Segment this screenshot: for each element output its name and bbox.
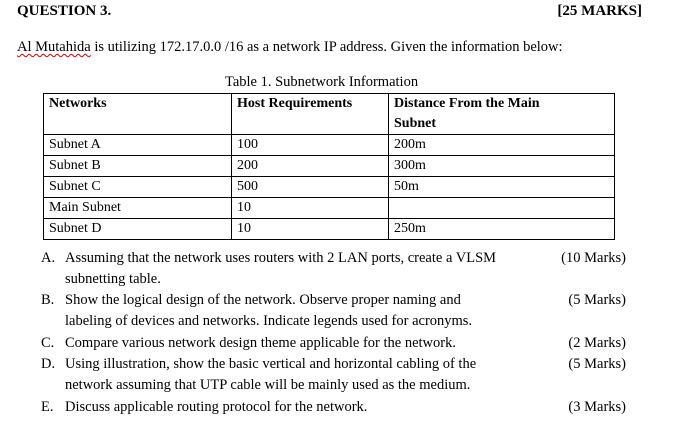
- cell-hosts: 100: [232, 135, 389, 156]
- question-item-d: [41, 354, 626, 396]
- table-caption: Table 1. Subnetwork Information: [225, 74, 419, 90]
- col-distance-line2: Subnet: [389, 114, 615, 135]
- cell-network: Main Subnet: [44, 198, 232, 219]
- item-text: Show the logical design of the network. Observe proper naming and labeling of devices and networks. Indicate legends used for acronyms.: [65, 292, 473, 329]
- cell-hosts: 10: [232, 198, 389, 219]
- question-item-a: [41, 248, 626, 290]
- intro-rest: is utilizing 172.17.0.0 /16 as a network IP address. Given the information below:: [90, 39, 563, 55]
- table-row: [44, 219, 615, 240]
- question-title: QUESTION 3.: [17, 3, 112, 19]
- cell-distance: 300m: [389, 156, 615, 177]
- subnet-table: [43, 93, 615, 240]
- cell-distance: [389, 198, 615, 219]
- item-marks: (5 Marks): [568, 292, 626, 308]
- item-letter: A.: [41, 250, 56, 266]
- cell-distance: 50m: [389, 177, 615, 198]
- col-networks: Networks: [44, 94, 232, 135]
- cell-hosts: 500: [232, 177, 389, 198]
- item-letter: E.: [41, 399, 54, 415]
- cell-hosts: 10: [232, 219, 389, 240]
- cell-network: Subnet A: [44, 135, 232, 156]
- col-host-requirements: Host Requirements: [232, 94, 389, 135]
- item-text: Compare various network design theme applicable for the network.: [65, 335, 456, 351]
- table-row: [44, 135, 615, 156]
- item-marks: (10 Marks): [561, 250, 626, 266]
- cell-network: Subnet D: [44, 219, 232, 240]
- total-marks: [25 MARKS]: [557, 3, 642, 19]
- cell-distance: 250m: [389, 219, 615, 240]
- item-text: Discuss applicable routing protocol for the network.: [65, 399, 368, 415]
- intro-text: [17, 39, 563, 56]
- question-item-b: [41, 290, 626, 332]
- cell-network: Subnet B: [44, 156, 232, 177]
- question-item-e: [41, 397, 626, 418]
- table-header-row: [44, 94, 615, 115]
- table-row: [44, 156, 615, 177]
- table-row: [44, 177, 615, 198]
- item-letter: C.: [41, 335, 55, 351]
- item-text: Assuming that the network uses routers with 2 LAN ports, create a VLSM subnetting table.: [65, 250, 497, 287]
- cell-network: Subnet C: [44, 177, 232, 198]
- item-letter: D.: [41, 356, 56, 372]
- cell-hosts: 200: [232, 156, 389, 177]
- item-marks: (5 Marks): [568, 356, 626, 372]
- item-letter: B.: [41, 292, 55, 308]
- item-marks: (3 Marks): [568, 399, 626, 415]
- item-marks: (2 Marks): [568, 335, 626, 351]
- col-distance-line1: Distance From the Main: [389, 94, 615, 115]
- item-text: Using illustration, show the basic vertical and horizontal cabling of the network assuming that UTP cable will be mainly used as the medium.: [65, 356, 477, 393]
- organization-name: Al Mutahida: [17, 39, 91, 55]
- cell-distance: 200m: [389, 135, 615, 156]
- table-row: [44, 198, 615, 219]
- question-item-c: [41, 333, 626, 354]
